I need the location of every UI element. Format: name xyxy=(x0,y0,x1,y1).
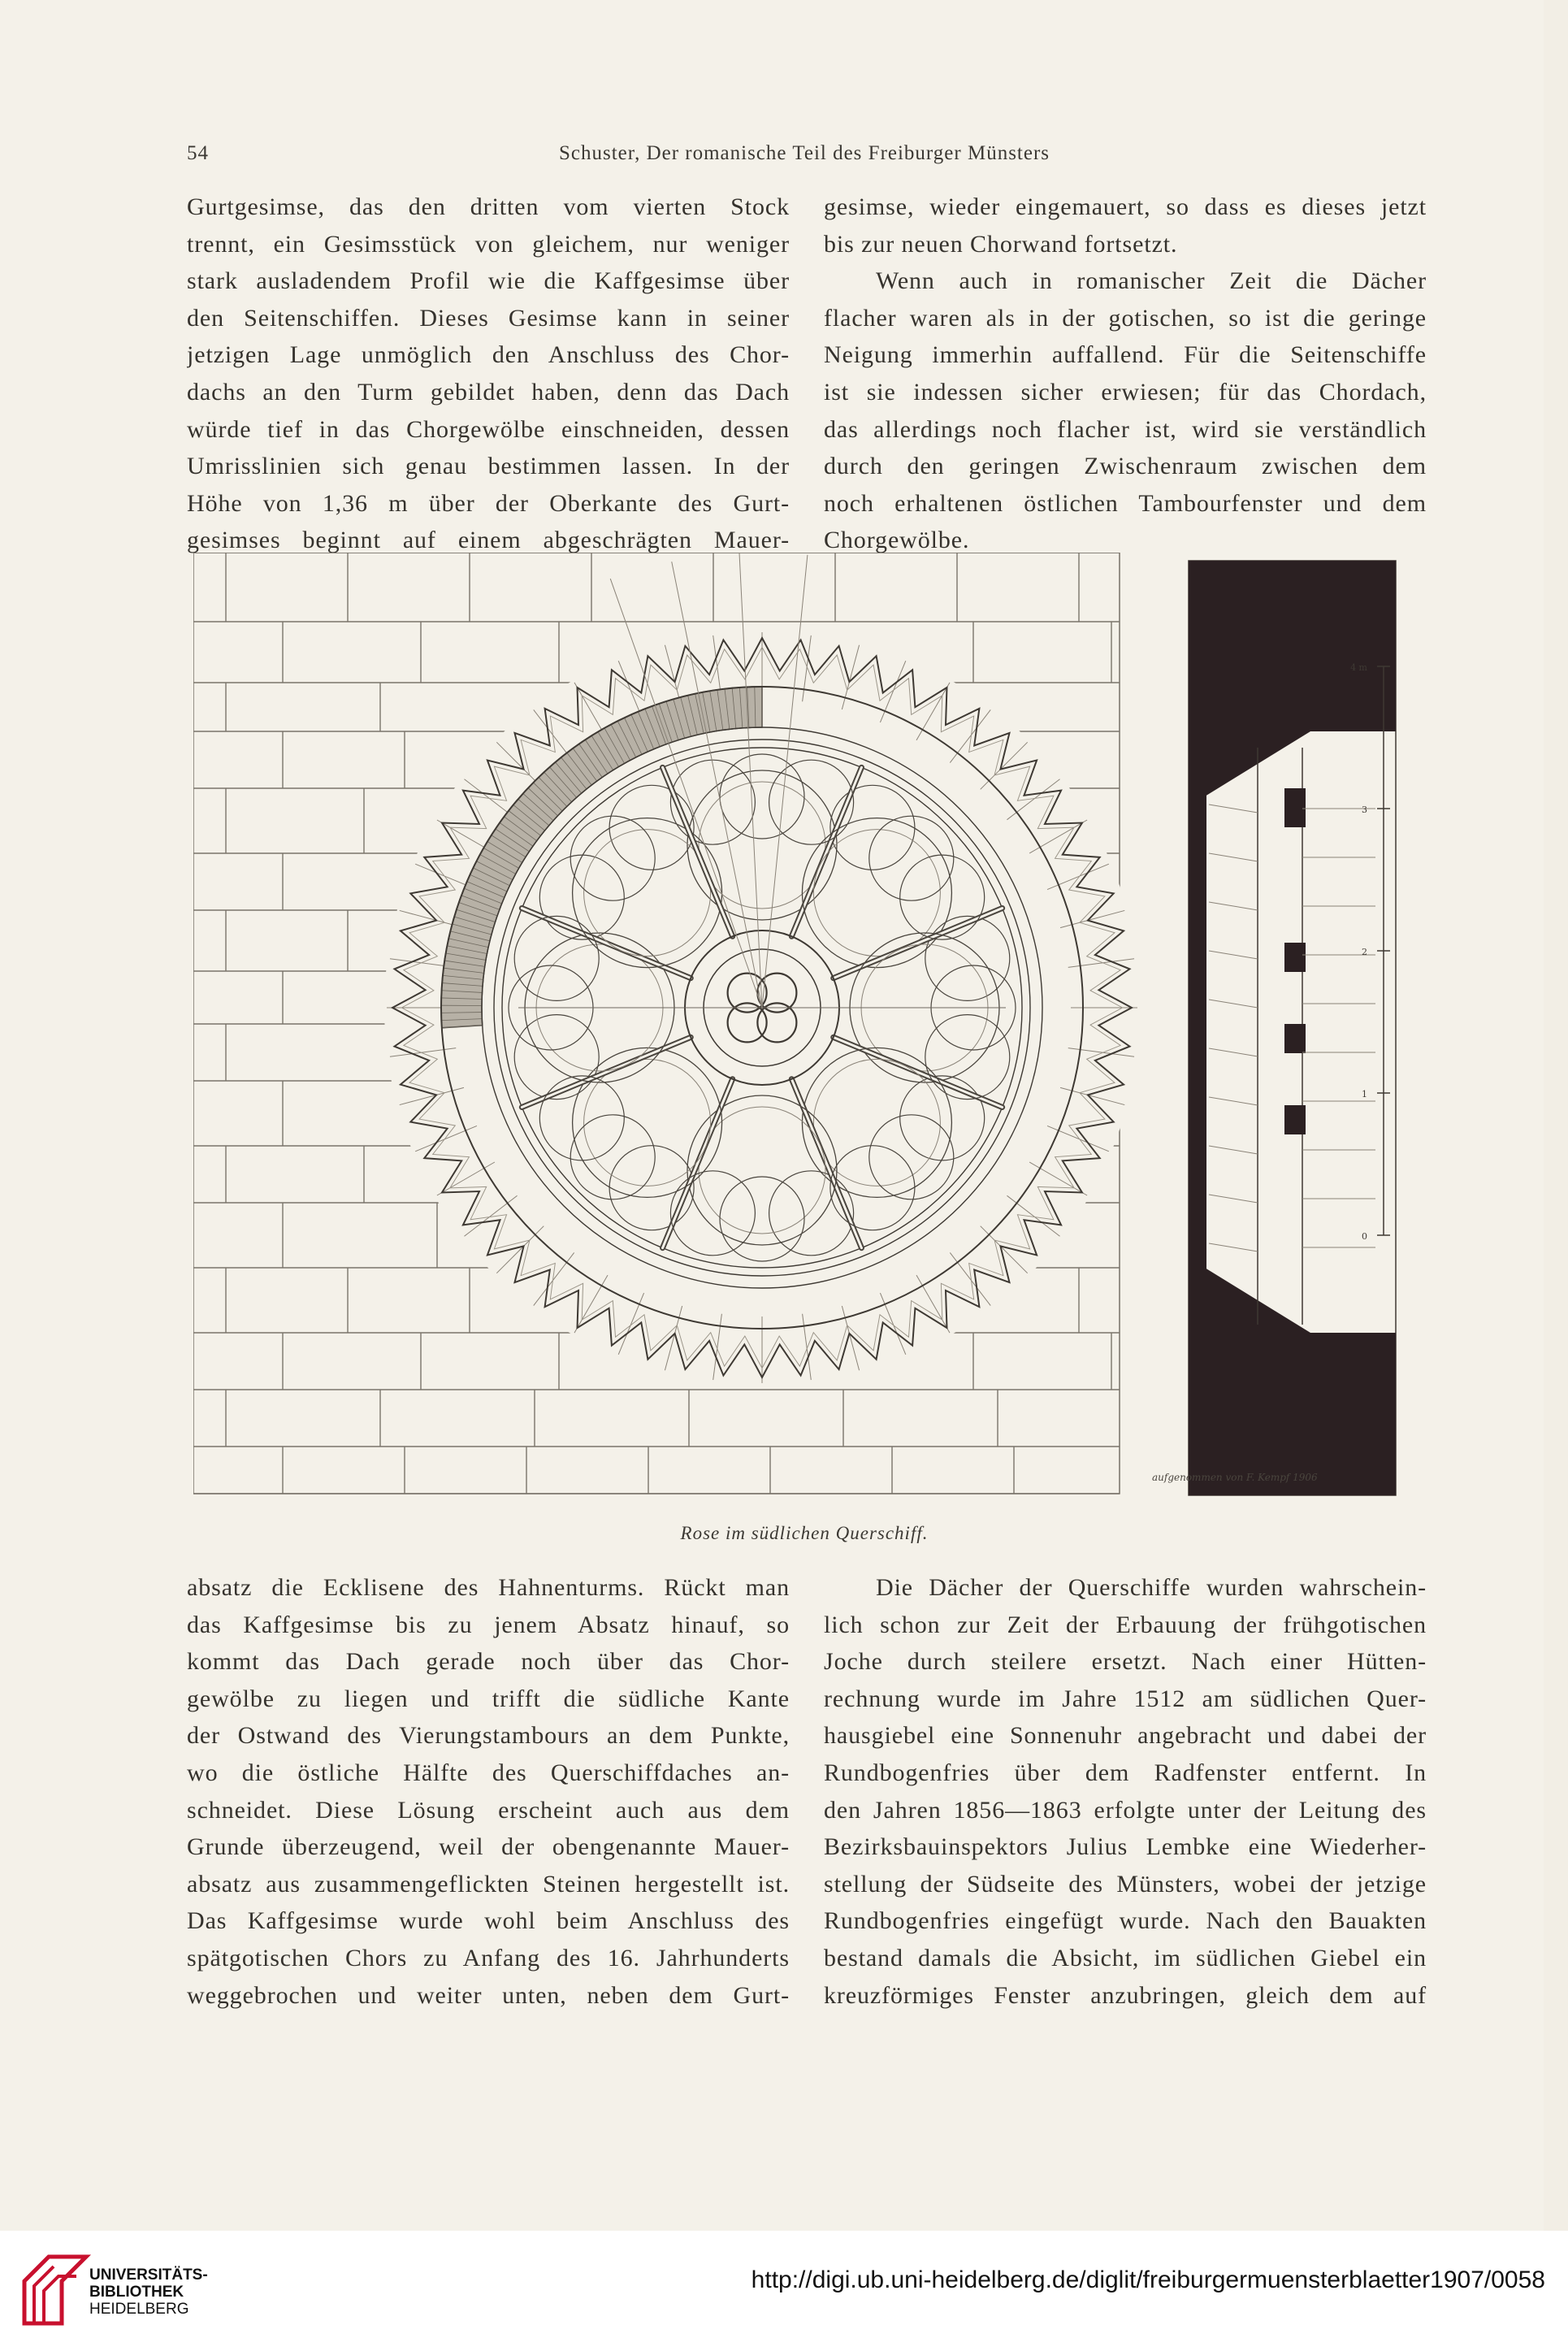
text-line: hausgiebel eine Sonnenuhr angebracht und dabei der xyxy=(824,1722,1427,1750)
library-name-line: BIBLIOTHEK xyxy=(89,2284,184,2301)
text-line: noch erhaltenen östlichen Tambourfenster und dem xyxy=(824,489,1427,517)
text-line: weggebrochen und weiter unten, neben dem Gurt- xyxy=(187,1981,790,2009)
text-line: spätgotischen Chors zu Anfang des 16. Jahrhunderts xyxy=(187,1944,790,1971)
text-line: gesimses beginnt auf einem abgeschrägten Mauer- xyxy=(187,527,790,554)
text-line: flacher waren als in der gotischen, so ist die geringe xyxy=(824,304,1427,332)
text-line: Joche durch steilere ersetzt. Nach einer Hütten- xyxy=(824,1648,1427,1676)
page-number: 54 xyxy=(187,142,209,164)
text-line: das allerdings noch flacher ist, wird sie verständlich xyxy=(824,415,1427,443)
rose-window xyxy=(384,553,1140,1386)
running-title: Schuster, Der romanische Teil des Freiburger Münsters xyxy=(558,142,1050,164)
text-line: Rundbogenfries eingefügt wurde. Nach den Bauakten xyxy=(824,1907,1427,1935)
text-line: bestand damals die Absicht, im südlichen Giebel ein xyxy=(824,1944,1427,1971)
library-name-line: UNIVERSITÄTS- xyxy=(89,2266,208,2284)
text-line: das Kaffgesimse bis zu jenem Absatz hinauf, so xyxy=(187,1611,790,1638)
text-line: den Jahren 1856—1863 erfolgte unter der Leitung des xyxy=(824,1796,1427,1824)
page-header xyxy=(187,142,1422,175)
library-name xyxy=(89,2266,208,2318)
text-line: durch den geringen Zwischenraum zwischen dem xyxy=(824,453,1427,480)
text-line: kommt das Dach gerade noch über das Chor- xyxy=(187,1648,790,1676)
text-line: Umrisslinien sich genau bestimmen lassen. In der xyxy=(187,453,790,480)
text-line: Neigung immerhin auffallend. Für die Seitenschiffe xyxy=(824,341,1427,369)
text-line: rechnung wurde im Jahre 1512 am südlichen Quer- xyxy=(824,1685,1427,1712)
text-line: Rundbogenfries über dem Radfenster entfernt. In xyxy=(824,1759,1427,1786)
text-line: bis zur neuen Chorwand fortsetzt. xyxy=(824,230,1178,258)
text-line: Wenn auch in romanischer Zeit die Dächer xyxy=(876,267,1427,295)
text-line: Chorgewölbe. xyxy=(824,527,970,554)
text-line: gewölbe zu liegen und trifft die südliche Kante xyxy=(187,1685,790,1712)
library-name-line: HEIDELBERG xyxy=(89,2301,189,2318)
text-line: ist sie indessen sicher erwiesen; für das Chordach, xyxy=(824,378,1427,406)
column-right-bottom xyxy=(824,1569,1427,2014)
source-url-link[interactable]: http://digi.ub.uni-heidelberg.de/diglit/freiburgermuensterblaetter1907/0058 xyxy=(751,2266,1545,2293)
text-line: stark ausladendem Profil wie die Kaffgesimse über xyxy=(187,267,790,295)
text-line: Das Kaffgesimse wurde wohl beim Anschluss des xyxy=(187,1907,790,1935)
library-logo-icon xyxy=(16,2249,94,2330)
scale-label: 0 xyxy=(1362,1231,1367,1242)
scale-label: 1 xyxy=(1362,1089,1367,1100)
column-left-top xyxy=(187,189,790,559)
scale-label: 3 xyxy=(1362,805,1367,815)
digitization-footer xyxy=(0,2231,1568,2351)
scale-label: 4 m xyxy=(1350,662,1367,673)
text-line: absatz die Ecklisene des Hahnenturms. Rückt man xyxy=(187,1574,790,1601)
drawing-credit: aufgenommen von F. Kempf 1906 xyxy=(1152,1472,1318,1483)
column-right-top xyxy=(824,189,1427,559)
text-line: würde tief in das Chorgewölbe einschneiden, dessen xyxy=(187,415,790,443)
text-line: absatz aus zusammengeflickten Steinen hergestellt ist. xyxy=(187,1870,790,1898)
scale-label: 2 xyxy=(1362,947,1367,957)
wall-section xyxy=(1189,561,1396,1495)
text-line: schneidet. Diese Lösung erscheint auch aus dem xyxy=(187,1796,790,1824)
text-line: kreuzförmiges Fenster anzubringen, gleich dem auf xyxy=(824,1981,1427,2009)
text-line: Höhe von 1,36 m über der Oberkante des Gurt- xyxy=(187,489,790,517)
text-line: lich schon zur Zeit der Erbauung der frühgotischen xyxy=(824,1611,1427,1638)
figure-caption: Rose im südlichen Querschiff. xyxy=(680,1523,929,1543)
text-line: gesimse, wieder eingemauert, so dass es dieses jetzt xyxy=(824,193,1427,220)
text-line: Grunde überzeugend, weil der obengenannte Mauer- xyxy=(187,1833,790,1861)
text-line: Gurtgesimse, das den dritten vom vierten Stock xyxy=(187,193,790,220)
text-line: dachs an den Turm gebildet haben, denn das Dach xyxy=(187,378,790,406)
text-line: trennt, ein Gesimsstück von gleichem, nur weniger xyxy=(187,230,790,258)
rose-window-drawing xyxy=(193,553,1397,1505)
text-line: wo die östliche Hälfte des Querschiffdaches an- xyxy=(187,1759,790,1786)
column-left-bottom xyxy=(187,1569,790,2014)
text-line: der Ostwand des Vierungstambours an dem Punkte, xyxy=(187,1722,790,1750)
text-line: den Seitenschiffen. Dieses Gesimse kann in seiner xyxy=(187,304,790,332)
text-line: stellung der Südseite des Münsters, wobei der jetzige xyxy=(824,1870,1427,1898)
text-line: jetzigen Lage unmöglich den Anschluss des Chor- xyxy=(187,341,790,369)
text-line: Die Dächer der Querschiffe wurden wahrschein- xyxy=(876,1574,1427,1601)
text-line: Bezirksbauinspektors Julius Lembke eine Wiederher- xyxy=(824,1833,1427,1861)
